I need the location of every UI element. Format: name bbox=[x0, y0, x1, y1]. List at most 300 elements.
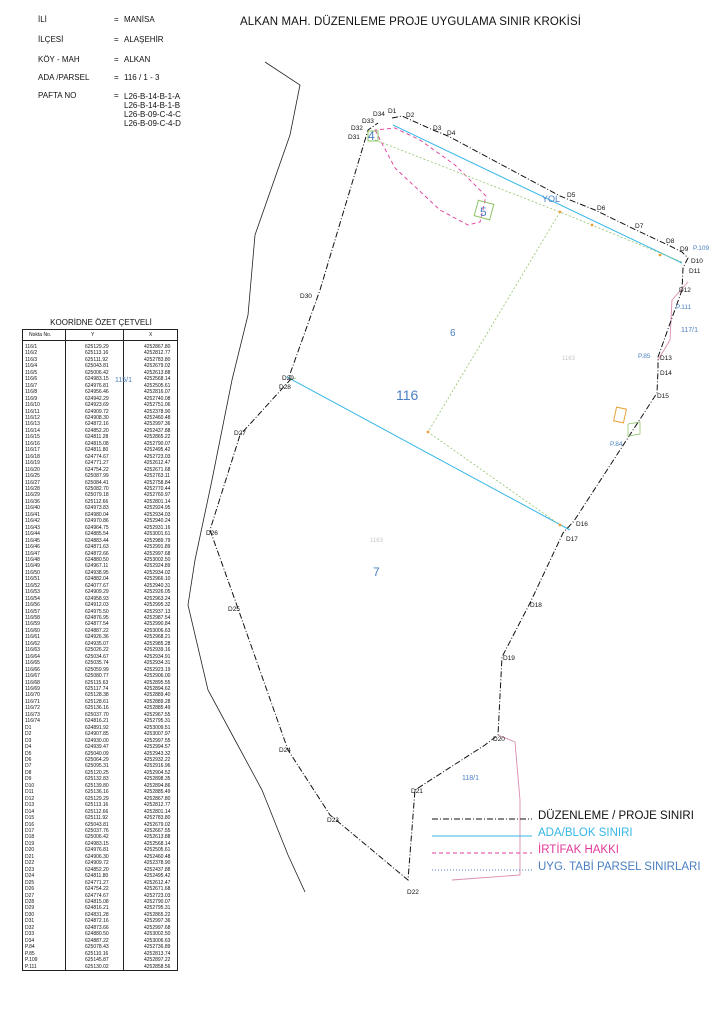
point-no-cell: D9 bbox=[25, 776, 32, 783]
y-cell: 624882.04 bbox=[85, 576, 109, 583]
x-cell: 4252671.68 bbox=[144, 466, 171, 473]
point-no-cell: D17 bbox=[25, 827, 35, 834]
y-cell: 624958.93 bbox=[85, 595, 109, 602]
boundary-point-label: D30 bbox=[300, 293, 312, 300]
boundary-point-label: D32 bbox=[351, 125, 363, 132]
x-cell: 4253007.97 bbox=[144, 731, 171, 738]
boundary-point-label: D6 bbox=[597, 205, 606, 212]
ghost-label: 1163 bbox=[562, 356, 575, 362]
point-no-cell: 116/63 bbox=[25, 647, 40, 654]
neighbor-parcel-label: 115/1 bbox=[115, 377, 132, 384]
boundary-point-label: D23 bbox=[327, 817, 339, 824]
boundary-point-label: D25 bbox=[228, 606, 240, 613]
point-no-cell: 116/44 bbox=[25, 531, 40, 538]
parcel-label: 7 bbox=[373, 565, 380, 579]
point-no-cell: 116/52 bbox=[25, 582, 40, 589]
x-cell: 4252997.36 bbox=[144, 421, 171, 428]
y-cell: 624970.86 bbox=[85, 518, 109, 525]
point-no-cell: 116/40 bbox=[25, 505, 40, 512]
y-cell: 624939.47 bbox=[85, 744, 109, 751]
x-cell: 4252897.22 bbox=[144, 957, 171, 964]
parcel-line-2 bbox=[375, 140, 682, 262]
y-cell: 624852.20 bbox=[85, 866, 109, 873]
y-cell: 624880.50 bbox=[85, 556, 109, 563]
ada-blok-line-2 bbox=[287, 377, 570, 530]
y-cell: 625034.67 bbox=[85, 653, 109, 660]
x-cell: 4252667.55 bbox=[144, 827, 171, 834]
y-cell: 625079.18 bbox=[85, 492, 109, 499]
y-cell: 624975.50 bbox=[85, 608, 109, 615]
x-cell: 4252997.68 bbox=[144, 924, 171, 931]
y-cell: 624880.50 bbox=[85, 931, 109, 938]
boundary-point-label: D21 bbox=[411, 788, 423, 795]
y-cell: 624926.36 bbox=[85, 634, 109, 641]
point-no-cell: P.84 bbox=[25, 944, 35, 951]
y-cell: 624908.30 bbox=[85, 414, 109, 421]
point-dot bbox=[559, 211, 562, 214]
boundary-point-label: D10 bbox=[691, 258, 703, 265]
point-no-cell: 116/6 bbox=[25, 376, 38, 383]
x-cell: 4252997.55 bbox=[144, 737, 171, 744]
point-no-cell: 116/70 bbox=[25, 692, 40, 699]
point-no-cell: D19 bbox=[25, 840, 35, 847]
x-cell: 4252867.80 bbox=[144, 344, 171, 350]
point-no-cell: 116/27 bbox=[25, 479, 40, 486]
x-cell: 4252495.42 bbox=[144, 447, 171, 454]
col-header-y: Y bbox=[91, 332, 95, 338]
x-cell: 4252924.95 bbox=[144, 505, 171, 512]
y-cell: 624852.20 bbox=[85, 427, 109, 434]
point-no-cell: 116/74 bbox=[25, 718, 40, 725]
y-cell: 624873.66 bbox=[85, 924, 109, 931]
boundary-point-label: D14 bbox=[660, 370, 672, 377]
y-cell: 624754.22 bbox=[85, 466, 109, 473]
x-cell: 4252926.05 bbox=[144, 589, 171, 596]
point-no-cell: 116/69 bbox=[25, 686, 40, 693]
x-cell: 4252940.24 bbox=[144, 518, 171, 525]
x-cell: 4252612.47 bbox=[144, 460, 171, 467]
x-cell: 4252889.40 bbox=[144, 692, 171, 699]
boundary-point-label: D4 bbox=[447, 130, 456, 137]
y-cell: 624816.21 bbox=[85, 718, 109, 725]
x-cell: 4252885.49 bbox=[144, 789, 171, 796]
point-no-cell: D24 bbox=[25, 873, 35, 880]
point-no-cell: 116/14 bbox=[25, 427, 40, 434]
point-dot bbox=[559, 524, 562, 527]
boundary-point-label: D7 bbox=[635, 223, 644, 230]
y-cell: 625139.80 bbox=[85, 782, 109, 789]
point-no-cell: 116/43 bbox=[25, 524, 40, 531]
x-cell: 4252894.62 bbox=[144, 686, 171, 693]
green-square-small bbox=[628, 422, 640, 436]
point-no-cell: D1 bbox=[25, 724, 32, 731]
x-cell: 4252940.31 bbox=[144, 582, 171, 589]
y-cell: 624983.15 bbox=[85, 840, 109, 847]
x-cell: 4252987.54 bbox=[144, 615, 171, 622]
y-cell: 625128.38 bbox=[85, 692, 109, 699]
boundary-point-label: D5 bbox=[567, 192, 576, 199]
y-cell: 624811.80 bbox=[85, 873, 109, 880]
neighbor-parcel-label: 117/1 bbox=[681, 327, 698, 334]
point-no-cell: D16 bbox=[25, 821, 35, 828]
y-cell: 624815.08 bbox=[85, 898, 109, 905]
y-cell: 625095.31 bbox=[85, 763, 109, 770]
y-cell: 624877.54 bbox=[85, 621, 109, 628]
point-no-cell: D14 bbox=[25, 808, 35, 815]
y-cell: 625111.92 bbox=[85, 815, 108, 822]
x-cell: 4252865.22 bbox=[144, 434, 171, 441]
y-cell: 625128.61 bbox=[85, 698, 109, 705]
point-no-cell: 116/50 bbox=[25, 569, 40, 576]
point-no-cell: D11 bbox=[25, 789, 34, 796]
point-label: P.111 bbox=[676, 304, 692, 311]
y-cell: 624815.08 bbox=[85, 440, 109, 447]
point-no-cell: D22 bbox=[25, 860, 35, 867]
point-no-cell: D4 bbox=[25, 744, 32, 751]
point-dot bbox=[591, 224, 594, 227]
y-cell: 625078.43 bbox=[85, 944, 109, 951]
point-no-cell: D27 bbox=[25, 892, 35, 899]
y-cell: 624938.95 bbox=[85, 569, 109, 576]
point-no-cell: D30 bbox=[25, 911, 35, 918]
boundary-point-label: D8 bbox=[666, 238, 675, 245]
y-cell: 625087.99 bbox=[85, 473, 109, 480]
point-no-cell: D32 bbox=[25, 924, 35, 931]
y-cell: 624906.30 bbox=[85, 853, 109, 860]
x-cell: 4252723.03 bbox=[144, 453, 171, 460]
y-cell: 624887.22 bbox=[85, 627, 109, 634]
y-cell: 625111.92 bbox=[85, 356, 108, 363]
x-cell: 4252997.36 bbox=[144, 918, 171, 925]
point-no-cell: P.111 bbox=[25, 963, 37, 970]
x-cell: 4252568.14 bbox=[144, 376, 171, 383]
y-cell: 624942.29 bbox=[85, 395, 109, 402]
y-cell: 624883.44 bbox=[85, 537, 109, 544]
point-no-cell: D5 bbox=[25, 750, 32, 757]
irtifak-line-south bbox=[452, 735, 520, 880]
boundary-point-label: D16 bbox=[576, 521, 588, 528]
x-cell: 4252904.52 bbox=[144, 769, 171, 776]
y-cell: 624980.04 bbox=[85, 511, 109, 518]
point-no-cell: 116/29 bbox=[25, 492, 40, 499]
x-cell: 4252968.21 bbox=[144, 634, 171, 641]
boundary-point-label: D19 bbox=[503, 655, 515, 662]
x-cell: 4252671.68 bbox=[144, 886, 171, 893]
point-no-cell: 116/66 bbox=[25, 666, 40, 673]
point-no-cell: 116/71 bbox=[25, 698, 40, 705]
y-cell: 624872.16 bbox=[85, 421, 109, 428]
y-cell: 624816.21 bbox=[85, 905, 109, 912]
point-no-cell: 116/46 bbox=[25, 544, 40, 551]
y-cell: 624872.66 bbox=[85, 550, 109, 557]
y-cell: 625136.16 bbox=[85, 705, 109, 712]
y-cell: 625129.29 bbox=[85, 344, 109, 350]
point-no-cell: D15 bbox=[25, 815, 35, 822]
x-cell: 4252505.61 bbox=[144, 382, 171, 389]
y-cell: 624774.67 bbox=[85, 892, 109, 899]
point-no-cell: D13 bbox=[25, 802, 35, 809]
x-cell: 4252932.22 bbox=[144, 757, 171, 763]
x-cell: 4252989.79 bbox=[144, 537, 171, 544]
y-cell: 624956.46 bbox=[85, 389, 109, 396]
x-cell: 4252991.89 bbox=[144, 544, 171, 551]
x-cell: 4252934.31 bbox=[144, 660, 171, 667]
x-cell: 4252783.80 bbox=[144, 815, 171, 822]
point-no-cell: 116/8 bbox=[25, 389, 38, 396]
x-cell: 4252437.88 bbox=[144, 866, 171, 873]
boundary-point-label: D20 bbox=[493, 736, 505, 743]
point-no-cell: 116/67 bbox=[25, 673, 40, 680]
point-no-cell: D3 bbox=[25, 737, 32, 744]
point-no-cell: 116/62 bbox=[25, 640, 40, 647]
point-no-cell: 116/51 bbox=[25, 576, 40, 583]
y-cell: 625110.16 bbox=[85, 950, 109, 957]
x-cell: 4252931.16 bbox=[144, 524, 171, 531]
y-cell: 625006.42 bbox=[85, 369, 109, 376]
x-cell: 4252889.28 bbox=[144, 698, 171, 705]
point-no-cell: D18 bbox=[25, 834, 35, 841]
point-no-cell: D26 bbox=[25, 886, 35, 893]
y-cell: 625035.74 bbox=[85, 660, 109, 667]
boundary-point-label: D2 bbox=[406, 112, 415, 119]
boundary-point-label: D22 bbox=[407, 889, 419, 896]
point-no-cell: 116/5 bbox=[25, 369, 38, 376]
boundary-point-label: D13 bbox=[660, 355, 672, 362]
x-cell: 4253001.61 bbox=[144, 531, 171, 538]
y-cell: 624876.95 bbox=[85, 615, 109, 622]
x-cell: 4253006.63 bbox=[144, 627, 171, 634]
parcel-line bbox=[428, 212, 560, 525]
point-no-cell: D21 bbox=[25, 853, 35, 860]
x-cell: 4252937.13 bbox=[144, 608, 171, 615]
x-cell: 4252994.57 bbox=[144, 744, 171, 751]
x-cell: 4252760.97 bbox=[144, 492, 171, 499]
x-cell: 4252763.11 bbox=[144, 473, 171, 480]
x-cell: 4252790.07 bbox=[144, 440, 171, 447]
point-no-cell: 116/72 bbox=[25, 705, 40, 712]
y-cell: 624909.29 bbox=[85, 589, 109, 596]
point-no-cell: D8 bbox=[25, 769, 32, 776]
y-cell: 624973.83 bbox=[85, 505, 109, 512]
point-no-cell: 116/19 bbox=[25, 460, 40, 467]
point-no-cell: 116/2 bbox=[25, 350, 38, 357]
point-no-cell: 116/53 bbox=[25, 589, 40, 596]
point-no-cell: 116/58 bbox=[25, 615, 40, 622]
y-cell: 624872.16 bbox=[85, 918, 109, 925]
point-no-cell: 116/18 bbox=[25, 453, 40, 460]
x-cell: 4253002.50 bbox=[144, 931, 171, 938]
x-cell: 4252966.10 bbox=[144, 576, 171, 583]
x-cell: 4253009.51 bbox=[144, 724, 171, 731]
point-no-cell: 116/16 bbox=[25, 440, 40, 447]
x-cell: 4252943.32 bbox=[144, 750, 171, 757]
point-no-cell: 116/64 bbox=[25, 653, 40, 660]
point-no-cell: 116/57 bbox=[25, 608, 40, 615]
x-cell: 4252378.90 bbox=[144, 860, 171, 867]
y-cell: 625026.22 bbox=[85, 647, 109, 654]
neighbor-parcel-label: 118/1 bbox=[462, 775, 479, 782]
x-cell: 4252783.80 bbox=[144, 356, 171, 363]
x-cell: 4252997.68 bbox=[144, 550, 171, 557]
ada-blok-line bbox=[393, 125, 682, 263]
point-no-cell: 116/28 bbox=[25, 485, 40, 492]
y-cell: 624891.92 bbox=[85, 724, 109, 731]
y-cell: 624907.85 bbox=[85, 731, 109, 738]
y-cell: 625117.74 bbox=[85, 686, 109, 693]
point-no-cell: D12 bbox=[25, 795, 35, 802]
x-cell: 4252865.22 bbox=[144, 911, 171, 918]
y-cell: 624967.11 bbox=[85, 563, 109, 570]
y-cell: 624983.15 bbox=[85, 376, 109, 383]
y-cell: 625129.29 bbox=[85, 795, 109, 802]
x-cell: 4252934.91 bbox=[144, 653, 171, 660]
point-no-cell: 116/68 bbox=[25, 679, 40, 686]
x-cell: 4252723.03 bbox=[144, 892, 171, 899]
boundary-point-label: D17 bbox=[566, 536, 578, 543]
parcel-label-116: 116 bbox=[396, 387, 419, 403]
y-cell: 624909.72 bbox=[85, 860, 109, 867]
point-no-cell: D2 bbox=[25, 731, 32, 738]
point-no-cell: 116/61 bbox=[25, 634, 40, 641]
point-no-cell: D33 bbox=[25, 931, 35, 938]
y-cell: 625120.25 bbox=[85, 769, 109, 776]
x-cell: 4252795.31 bbox=[144, 718, 171, 725]
point-no-cell: 116/73 bbox=[25, 711, 40, 718]
orange-square bbox=[614, 407, 627, 423]
x-cell: 4252758.84 bbox=[144, 479, 171, 486]
x-cell: 4252613.88 bbox=[144, 834, 171, 841]
point-no-cell: D28 bbox=[25, 898, 35, 905]
x-cell: 4252795.31 bbox=[144, 905, 171, 912]
x-cell: 4252801.14 bbox=[144, 808, 171, 815]
y-cell: 625130.02 bbox=[85, 963, 109, 970]
x-cell: 4252679.02 bbox=[144, 821, 171, 828]
point-no-cell: D6 bbox=[25, 757, 32, 763]
boundary-point-label: D34 bbox=[373, 111, 385, 118]
boundary-point-label: D27 bbox=[234, 430, 246, 437]
y-cell: 625082.70 bbox=[85, 485, 109, 492]
point-no-cell: 116/60 bbox=[25, 627, 40, 634]
point-no-cell: 116/4 bbox=[25, 363, 38, 370]
y-cell: 625112.66 bbox=[85, 808, 109, 815]
point-no-cell: 116/59 bbox=[25, 621, 40, 628]
y-cell: 625037.70 bbox=[85, 711, 109, 718]
y-cell: 624871.63 bbox=[85, 544, 109, 551]
point-label: P.84 bbox=[610, 441, 623, 448]
x-cell: 4252990.84 bbox=[144, 621, 171, 628]
point-no-cell: 116/3 bbox=[25, 356, 38, 363]
x-cell: 4252679.02 bbox=[144, 363, 171, 370]
point-no-cell: D25 bbox=[25, 879, 35, 886]
y-cell: 625043.81 bbox=[85, 363, 109, 370]
y-cell: 625132.83 bbox=[85, 776, 109, 783]
y-cell: 624930.00 bbox=[85, 737, 109, 744]
y-cell: 624912.03 bbox=[85, 602, 109, 609]
x-cell: 4252934.02 bbox=[144, 569, 171, 576]
x-cell: 4252770.44 bbox=[144, 485, 171, 492]
boundary-point-label: D3 bbox=[433, 125, 442, 132]
x-cell: 4252894.86 bbox=[144, 782, 171, 789]
y-cell: 625115.63 bbox=[85, 679, 109, 686]
point-no-cell: 116/36 bbox=[25, 498, 40, 505]
x-cell: 4252495.42 bbox=[144, 873, 171, 880]
x-cell: 4252967.55 bbox=[144, 711, 171, 718]
y-cell: 625145.87 bbox=[85, 957, 109, 964]
project-boundary-line bbox=[210, 116, 688, 880]
point-no-cell: 116/10 bbox=[25, 402, 40, 409]
parcel-label: 6 bbox=[450, 328, 456, 339]
x-cell: 4253002.50 bbox=[144, 556, 171, 563]
point-no-cell: 116/9 bbox=[25, 395, 38, 402]
y-cell: 624774.67 bbox=[85, 453, 109, 460]
boundary-point-label: D28 bbox=[279, 384, 291, 391]
table-title: KOORİDNE ÖZET ÇETVELİ bbox=[50, 318, 152, 327]
y-cell: 625064.29 bbox=[85, 757, 109, 763]
x-cell: 4252924.89 bbox=[144, 563, 171, 570]
point-no-cell: D20 bbox=[25, 847, 35, 854]
pafta-values: L26-B-14-B-1-A L26-B-14-B-1-B L26-B-09-C-4-C L26-B-09-C-4-D bbox=[124, 92, 181, 128]
x-cell: 4252812.77 bbox=[144, 350, 171, 357]
point-no-cell: D7 bbox=[25, 763, 32, 770]
y-cell: 624923.69 bbox=[85, 402, 109, 409]
page-title: ALKAN MAH. DÜZENLEME PROJE UYGULAMA SINIR KROKİSİ bbox=[240, 16, 582, 28]
x-cell: 4252995.32 bbox=[144, 602, 171, 609]
y-cell: 624831.28 bbox=[85, 911, 109, 918]
point-no-cell: 116/56 bbox=[25, 602, 40, 609]
x-cell: 4252612.47 bbox=[144, 879, 171, 886]
point-no-cell: 116/47 bbox=[25, 550, 40, 557]
y-cell: 624909.72 bbox=[85, 408, 109, 415]
x-cell: 4252923.19 bbox=[144, 666, 171, 673]
point-label: P.85 bbox=[638, 353, 651, 360]
y-cell: 625040.09 bbox=[85, 750, 109, 757]
boundary-point-label: D24 bbox=[279, 747, 291, 754]
y-cell: 624811.80 bbox=[85, 447, 109, 454]
boundary-point-label: D11 bbox=[689, 268, 701, 275]
point-no-cell: 116/13 bbox=[25, 421, 40, 428]
col-header-point: Nokta No. bbox=[29, 332, 52, 338]
x-cell: 4252437.88 bbox=[144, 427, 171, 434]
boundary-point-label: D9 bbox=[680, 246, 689, 253]
y-cell: 625113.16 bbox=[85, 350, 109, 357]
y-cell: 624964.75 bbox=[85, 524, 109, 531]
x-cell: 4252812.77 bbox=[144, 802, 171, 809]
y-cell: 624077.67 bbox=[85, 582, 109, 589]
y-cell: 624771.27 bbox=[85, 460, 109, 467]
point-no-cell: D29 bbox=[25, 905, 35, 912]
y-cell: 625006.42 bbox=[85, 834, 109, 841]
y-cell: 625059.99 bbox=[85, 666, 109, 673]
boundary-point-label: D31 bbox=[348, 134, 360, 141]
outer-outline-line bbox=[188, 62, 305, 892]
point-no-cell: 116/15 bbox=[25, 434, 40, 441]
point-no-cell: 116/45 bbox=[25, 537, 40, 544]
col-header-x: X bbox=[149, 332, 153, 338]
point-no-cell: D31 bbox=[25, 918, 35, 925]
y-cell: 625084.41 bbox=[85, 479, 109, 486]
y-cell: 624935.07 bbox=[85, 640, 109, 647]
point-no-cell: 116/48 bbox=[25, 556, 40, 563]
point-no-cell: P.85 bbox=[25, 950, 35, 957]
y-cell: 625136.16 bbox=[85, 789, 109, 796]
x-cell: 4252568.14 bbox=[144, 840, 171, 847]
x-cell: 4252801.14 bbox=[144, 498, 171, 505]
parcel-label: 4 bbox=[368, 129, 375, 143]
boundary-point-label: D26 bbox=[206, 530, 218, 537]
x-cell: 4252867.80 bbox=[144, 795, 171, 802]
y-cell: 624885.54 bbox=[85, 531, 109, 538]
point-no-cell: P.109 bbox=[25, 957, 38, 964]
